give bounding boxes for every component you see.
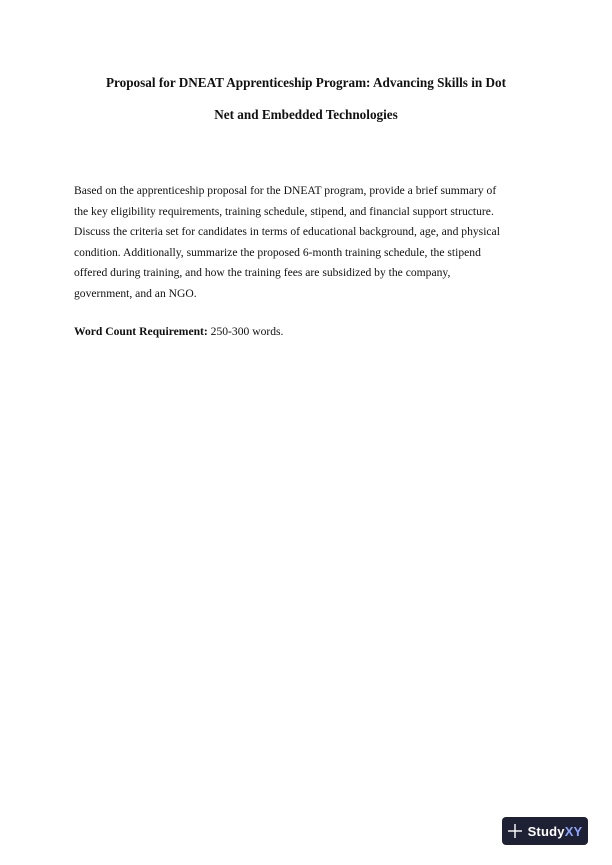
prompt-line: government, and an NGO. [74,286,197,300]
word-count-requirement [74,324,283,340]
plus-sparkle-icon [508,824,522,838]
prompt-line: the key eligibility requirements, training schedule, stipend, and financial support structure. [74,204,494,218]
word-count-value: 250-300 words. [207,325,284,338]
prompt-line: Discuss the criteria set for candidates in terms of educational background, age, and physical [74,225,500,238]
studyxy-badge[interactable] [502,817,588,845]
brand-main: Study [527,823,565,839]
document-title-line-1: Proposal for DNEAT Apprenticeship Program: Advancing Skills in Dot [105,75,507,90]
word-count-label: Word Count Requirement: [74,325,208,338]
prompt-line: offered during training, and how the training fees are subsidized by the company, [74,266,451,279]
brand-accent: XY [564,823,583,839]
prompt-paragraph [74,181,542,304]
prompt-line: Based on the apprenticeship proposal for the DNEAT program, provide a brief summary of [74,184,497,197]
prompt-line: condition. Additionally, summarize the proposed 6-month training schedule, the stipend [74,245,481,259]
document-title-line-2: Net and Embedded Technologies [214,107,398,122]
brand-name [528,824,583,839]
